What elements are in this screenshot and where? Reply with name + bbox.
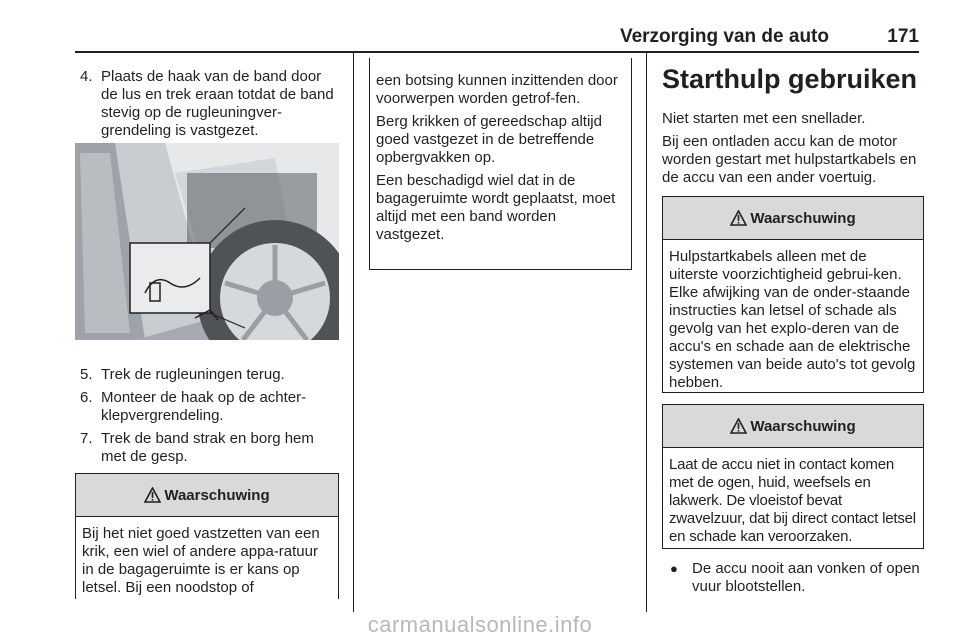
warning-box-left bbox=[75, 473, 339, 599]
step-text: Monteer de haak op de achter-klepvergrendeling. bbox=[101, 389, 307, 424]
warning-title: Waarschuwing bbox=[164, 486, 270, 504]
step-text: Trek de band strak en borg hem met de gesp. bbox=[101, 430, 314, 465]
continued-text: een botsing kunnen inzittenden door voorwerpen worden getrof-fen. bbox=[376, 72, 618, 107]
step-4 bbox=[80, 68, 340, 140]
warning-continued-body bbox=[370, 58, 631, 255]
paragraph-wheel: Een beschadigd wiel dat in de bagageruimte wordt geplaatst, moet altijd met een band worden vastgezet. bbox=[376, 172, 616, 243]
paragraph-tools: Berg krikken of gereedschap altijd goed vastgezet in de betreffende opbergvakken op. bbox=[376, 113, 602, 166]
intro-paragraph-2: Bij een ontladen accu kan de motor worden gestart met hulpstartkabels en de accu van een ander voertuig. bbox=[662, 133, 917, 186]
left-column bbox=[80, 68, 340, 145]
step-number: 4. bbox=[80, 68, 93, 85]
intro-paragraph-1: Niet starten met een snellader. bbox=[662, 110, 866, 127]
trunk-illustration-drawing bbox=[75, 143, 339, 340]
step-text: Plaats de haak van de band door de lus en trek eraan totdat de band stevig op de rugleuningver-grendeling is vastgezet. bbox=[101, 68, 334, 139]
warning-box-right-2 bbox=[662, 404, 924, 549]
section-title: Verzorging van de auto bbox=[619, 26, 829, 47]
warning-title: Waarschuwing bbox=[750, 209, 856, 227]
left-column-steps bbox=[80, 366, 340, 471]
step-5 bbox=[80, 366, 340, 384]
step-text: Trek de rugleuningen terug. bbox=[101, 366, 285, 383]
page-header bbox=[75, 0, 919, 53]
step-number: 5. bbox=[80, 366, 93, 383]
warning-triangle-icon bbox=[730, 210, 747, 226]
warning-text: Laat de accu niet in contact komen met de ogen, huid, weefsels en lakwerk. De vloeistof bevat zwavelzuur, dat bij direct contact letsel en schade kan veroorzaken. bbox=[669, 456, 916, 545]
warning-box-right-1 bbox=[662, 196, 924, 393]
warning-text: Hulpstartkabels alleen met de uiterste voorzichtigheid gebrui-ken. Elke afwijking van de onder-staande instructies kan letsel of schade als gevolg van het explo-deren van de accu's en schade aan de elektrische systemen van beide auto's tot gevolg hebben. bbox=[669, 248, 916, 391]
bullet-item bbox=[670, 560, 920, 596]
warning-box-continued bbox=[369, 58, 632, 270]
step-7 bbox=[80, 430, 340, 466]
page-number: 171 bbox=[887, 26, 919, 47]
right-column bbox=[662, 64, 920, 192]
step-6 bbox=[80, 389, 340, 425]
section-heading: Starthulp gebruiken bbox=[662, 64, 918, 94]
column-divider-right bbox=[646, 53, 647, 612]
warning-header bbox=[76, 474, 338, 517]
warning-triangle-icon bbox=[144, 487, 161, 503]
trunk-illustration bbox=[75, 143, 339, 340]
bullet-list bbox=[670, 560, 920, 601]
bullet-icon: ● bbox=[670, 561, 678, 576]
warning-triangle-icon bbox=[730, 418, 747, 434]
warning-title: Waarschuwing bbox=[750, 417, 856, 435]
warning-text: Bij het niet goed vastzetten van een krik, een wiel of andere appa-ratuur in de bagageruimte is er kans op letsel. Bij een noodstop of bbox=[82, 525, 320, 596]
warning-header bbox=[663, 197, 923, 240]
header-rule bbox=[75, 51, 919, 53]
step-number: 6. bbox=[80, 389, 93, 406]
column-divider-left bbox=[353, 53, 354, 612]
bullet-text: De accu nooit aan vonken of open vuur blootstellen. bbox=[692, 560, 920, 595]
watermark: carmanualsonline.info bbox=[367, 612, 593, 637]
warning-header bbox=[663, 405, 923, 448]
step-number: 7. bbox=[80, 430, 93, 447]
